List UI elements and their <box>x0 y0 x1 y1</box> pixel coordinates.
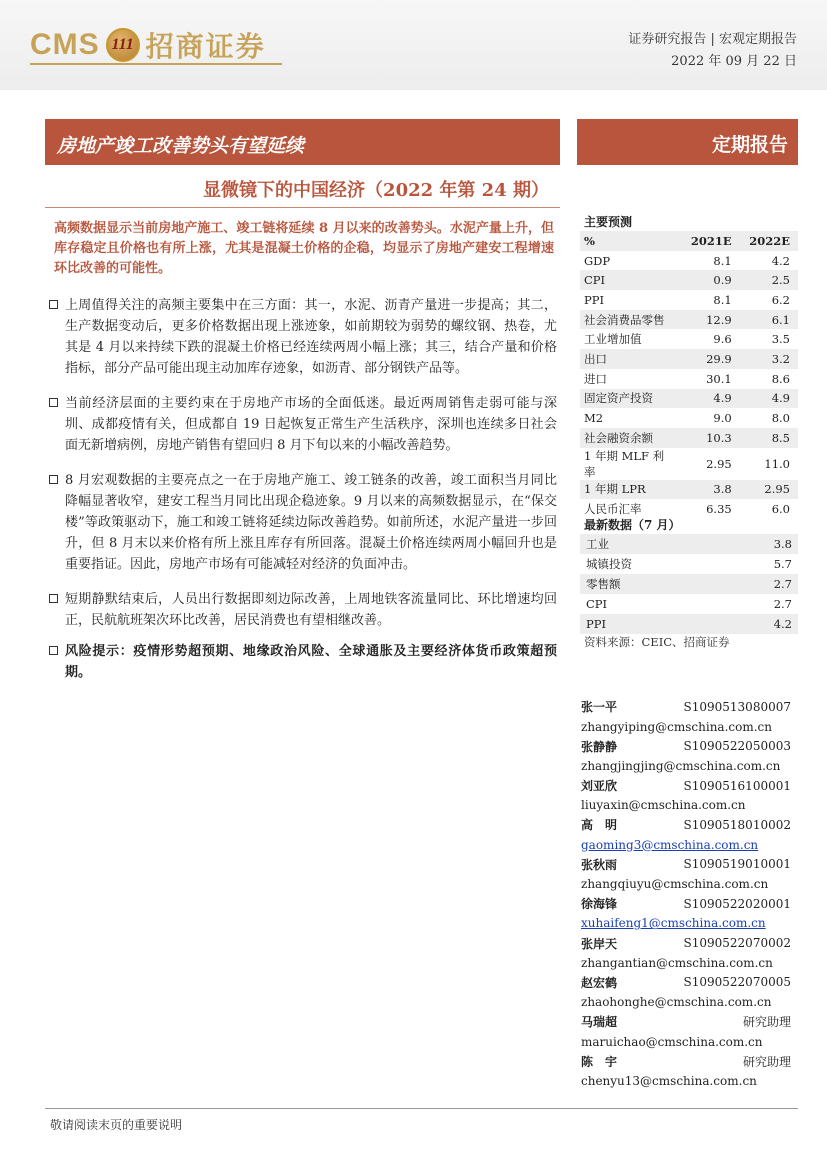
analyst-email-link[interactable]: gaoming3@cmschina.com.cn <box>581 837 759 852</box>
report-type: 证券研究报告 | 宏观定期报告 <box>628 32 797 47</box>
value-2022: 2.95 <box>736 480 798 500</box>
value-2022: 2.5 <box>736 270 798 290</box>
logo-underline <box>30 63 282 65</box>
bullet-item <box>47 393 557 456</box>
subtitle-divider <box>45 207 560 208</box>
analyst-email[interactable]: zhangqiuyu@cmschina.com.cn <box>581 877 769 892</box>
row-label: 工业增加值 <box>584 332 642 347</box>
bullet-square-icon <box>49 646 58 655</box>
row-label: 1 年期 LPR <box>580 480 673 500</box>
analyst-id: S1090522050003 <box>683 739 791 754</box>
row-label: CPI <box>586 597 608 611</box>
data-source: 资料来源：CEIC、招商证券 <box>584 635 730 649</box>
row-label: 社会消费品零售 <box>580 310 673 330</box>
analyst-email[interactable]: zhaohonghe@cmschina.com.cn <box>581 995 772 1010</box>
analyst-email-link[interactable]: xuhaifeng1@cmschina.com.cn <box>581 916 766 931</box>
category-banner <box>577 119 798 165</box>
bullet-square-icon <box>49 300 58 309</box>
value-2021: 4.9 <box>673 389 735 409</box>
value-2021: 30.1 <box>706 371 732 386</box>
analyst-row <box>581 933 791 953</box>
bullet-item <box>47 470 557 575</box>
value-2021: 6.35 <box>706 502 732 517</box>
report-subtitle: 显微镜下的中国经济（2022 年第 24 期） <box>203 180 549 201</box>
table-row <box>580 480 798 500</box>
analyst-name: 徐海锋 <box>581 897 618 912</box>
table-row <box>580 290 798 310</box>
value-2022: 3.5 <box>771 332 790 347</box>
analyst-email[interactable]: chenyu13@cmschina.com.cn <box>581 1073 757 1088</box>
value-2022: 8.5 <box>736 428 798 448</box>
bullet-text: 当前经济层面的主要约束在于房地产市场的全面低迷。最近两周销售走弱可能与深圳、成都疫情有关，但成都自 19 日起恢复正常生产生活秩序，深圳也连续多日社会面无新增病例，房地产销售有望回归 8 月下旬以来的小幅改善趋势。 <box>65 396 557 453</box>
analyst-name: 张秋雨 <box>581 857 618 872</box>
table-row <box>580 574 798 594</box>
analyst-email[interactable]: zhangyiping@cmschina.com.cn <box>581 719 772 734</box>
analyst-name: 张岸天 <box>581 936 618 951</box>
bullet-square-icon <box>49 475 58 484</box>
analyst-id: S1090522070005 <box>683 975 791 990</box>
row-value: 2.7 <box>723 574 798 594</box>
analyst-email[interactable]: zhangantian@cmschina.com.cn <box>581 955 773 970</box>
analyst-row <box>581 973 791 993</box>
row-label: 出口 <box>580 349 673 369</box>
logo-chinese-name: 招商证券 <box>145 30 266 63</box>
row-label: 1 年期 MLF 利率 <box>584 448 665 479</box>
bullet-text: 上周值得关注的高频主要集中在三方面：其一，水泥、沥青产量进一步提高；其二，生产数据变动后，更多价格数据出现上涨迹象，如前期较为弱势的螺纹钢、热卷，尤其是 4 月以来持续下跌的混凝土价格已经连续两周小幅上涨；其三，结合产量和价格指标，部分产品可能出现主动加库存迹象，如沥青、部分钢铁产品等。 <box>65 298 557 376</box>
analyst-id: S1090522070002 <box>683 936 791 951</box>
row-label: 零售额 <box>580 574 723 594</box>
analyst-email[interactable]: liuyaxin@cmschina.com.cn <box>581 798 746 813</box>
analyst-name: 陈 宇 <box>581 1054 618 1069</box>
headline-banner <box>45 119 560 165</box>
bullet-square-icon <box>49 594 58 603</box>
analyst-email-row <box>581 874 791 894</box>
analyst-row <box>581 697 791 717</box>
value-2022: 3.2 <box>736 349 798 369</box>
value-2022: 11.0 <box>764 456 790 471</box>
row-value: 3.8 <box>723 534 798 554</box>
analyst-name: 张一平 <box>581 700 618 715</box>
bullet-text: 8 月宏观数据的主要亮点之一在于房地产施工、竣工链条的改善，竣工面积当月同比降幅显著收窄，建安工程当月同比出现企稳迹象。9 月以来的高频数据显示，在“保交楼”等政策驱动下，施工和竣工链将延续边际改善趋势。如前所述，水泥产量进一步回升，但 8 月末以来价格有所上涨且库存有所回落。混凝土价格连续两周小幅回升也是重要指证。因此，房地产市场有可能减轻对经济的负面冲击。 <box>65 473 557 572</box>
table-row <box>580 310 798 330</box>
row-label: 进口 <box>584 371 607 386</box>
row-label: PPI <box>580 614 723 634</box>
table-row <box>580 369 798 389</box>
bullet-square-icon <box>49 398 58 407</box>
analyst-email-row <box>581 756 791 776</box>
table-row <box>580 428 798 448</box>
risk-warning-item <box>47 641 557 683</box>
table-row <box>580 389 798 409</box>
logo-cms-text: CMS <box>30 28 100 61</box>
analyst-row <box>581 1012 791 1032</box>
forecast-title: 主要预测 <box>584 215 633 229</box>
analyst-email[interactable]: maruichao@cmschina.com.cn <box>581 1034 763 1049</box>
category-label: 定期报告 <box>711 134 788 156</box>
value-2021: 8.1 <box>713 292 732 307</box>
latest-data-title: 最新数据（7 月） <box>584 518 681 532</box>
value-2022: 8.0 <box>771 411 790 426</box>
analyst-email-row <box>581 1032 791 1052</box>
summary-paragraph: 高频数据显示当前房地产施工、竣工链将延续 8 月以来的改善势头。水泥产量上升，但库存稳定且价格也有所上涨，尤其是混凝土价格的企稳，均显示了房地产建安工程增速环比改善的可能性。 <box>54 221 554 276</box>
latest-data-table <box>580 534 798 634</box>
bullet-text: 短期静默结束后，人员出行数据即刻边际改善，上周地铁客流量同比、环比增速均回正，民航航班架次环比改善，居民消费也有望相继改善。 <box>65 592 557 628</box>
table-row <box>580 534 798 554</box>
header-cell: 2022E <box>736 231 798 251</box>
company-logo <box>30 22 266 68</box>
analyst-role: 研究助理 <box>742 1015 791 1030</box>
bullet-list <box>47 295 557 697</box>
analyst-id: S1090516100001 <box>683 778 791 793</box>
analyst-id: S1090519010001 <box>683 857 791 872</box>
analyst-email-row <box>581 1071 791 1091</box>
analyst-id: S1090522020001 <box>683 896 791 911</box>
report-date: 2022 年 09 月 22 日 <box>671 54 797 69</box>
analyst-email-row <box>581 835 791 855</box>
analyst-email-row <box>581 717 791 737</box>
table-row <box>580 448 798 480</box>
analyst-name: 刘亚欣 <box>581 779 618 794</box>
analyst-role: 研究助理 <box>742 1054 791 1069</box>
headline: 房地产竣工改善势头有望延续 <box>57 135 305 157</box>
table-row <box>580 614 798 634</box>
table-row <box>580 251 798 271</box>
analyst-list <box>581 697 791 1091</box>
analyst-row <box>581 736 791 756</box>
analyst-id: S1090513080007 <box>683 699 791 714</box>
value-2022: 4.2 <box>771 253 790 268</box>
analyst-row <box>581 894 791 914</box>
row-label: CPI <box>580 270 673 290</box>
bullet-item <box>47 295 557 379</box>
row-label: 城镇投资 <box>586 557 632 571</box>
analyst-id: S1090518010002 <box>683 817 791 832</box>
value-2021: 9.0 <box>713 411 732 426</box>
analyst-name: 高 明 <box>581 818 618 833</box>
row-label: 工业 <box>580 534 723 554</box>
row-value: 5.7 <box>773 557 792 571</box>
table-row <box>580 554 798 574</box>
analyst-row <box>581 855 791 875</box>
value-2021: 3.8 <box>673 480 735 500</box>
table-row <box>580 408 798 428</box>
row-value: 2.7 <box>773 597 792 611</box>
logo-badge-icon: 111 <box>106 28 140 62</box>
value-2021: 0.9 <box>673 270 735 290</box>
value-2022: 6.2 <box>771 292 790 307</box>
table-row <box>580 329 798 349</box>
table-header-row <box>580 231 798 251</box>
value-2021: 9.6 <box>713 332 732 347</box>
row-label: PPI <box>584 292 605 307</box>
table-row <box>580 270 798 290</box>
bullet-item <box>47 589 557 631</box>
footer-disclaimer: 敬请阅读末页的重要说明 <box>50 1118 183 1132</box>
row-label: 人民币汇率 <box>584 502 642 517</box>
value-2021: 29.9 <box>673 349 735 369</box>
row-label: 社会融资余额 <box>580 428 673 448</box>
analyst-row <box>581 815 791 835</box>
risk-warning-text: 风险提示：疫情形势超预期、地缘政治风险、全球通胀及主要经济体货币政策超预期。 <box>65 644 557 680</box>
value-2022: 4.9 <box>736 389 798 409</box>
header-cell: % <box>580 231 673 251</box>
analyst-email-row <box>581 795 791 815</box>
analyst-row <box>581 776 791 796</box>
header-cell: 2021E <box>673 231 735 251</box>
analyst-email[interactable]: zhangjingjing@cmschina.com.cn <box>581 758 781 773</box>
value-2022: 8.6 <box>771 371 790 386</box>
value-2021: 8.1 <box>713 253 732 268</box>
forecast-table <box>580 231 798 519</box>
row-label: M2 <box>584 411 604 426</box>
analyst-email-row <box>581 953 791 973</box>
analyst-email-row <box>581 914 791 934</box>
table-row <box>580 349 798 369</box>
value-2021: 2.95 <box>706 456 732 471</box>
analyst-email-row <box>581 992 791 1012</box>
analyst-name: 张静静 <box>581 739 618 754</box>
analyst-row <box>581 1051 791 1071</box>
row-label: 固定资产投资 <box>580 389 673 409</box>
footer-divider <box>45 1108 798 1109</box>
value-2022: 6.0 <box>771 502 790 517</box>
row-value: 4.2 <box>723 614 798 634</box>
analyst-name: 赵宏鹤 <box>581 975 618 990</box>
row-label: GDP <box>584 253 611 268</box>
value-2022: 6.1 <box>736 310 798 330</box>
value-2021: 10.3 <box>673 428 735 448</box>
table-row <box>580 594 798 614</box>
value-2021: 12.9 <box>673 310 735 330</box>
analyst-name: 马瑞超 <box>581 1015 618 1030</box>
